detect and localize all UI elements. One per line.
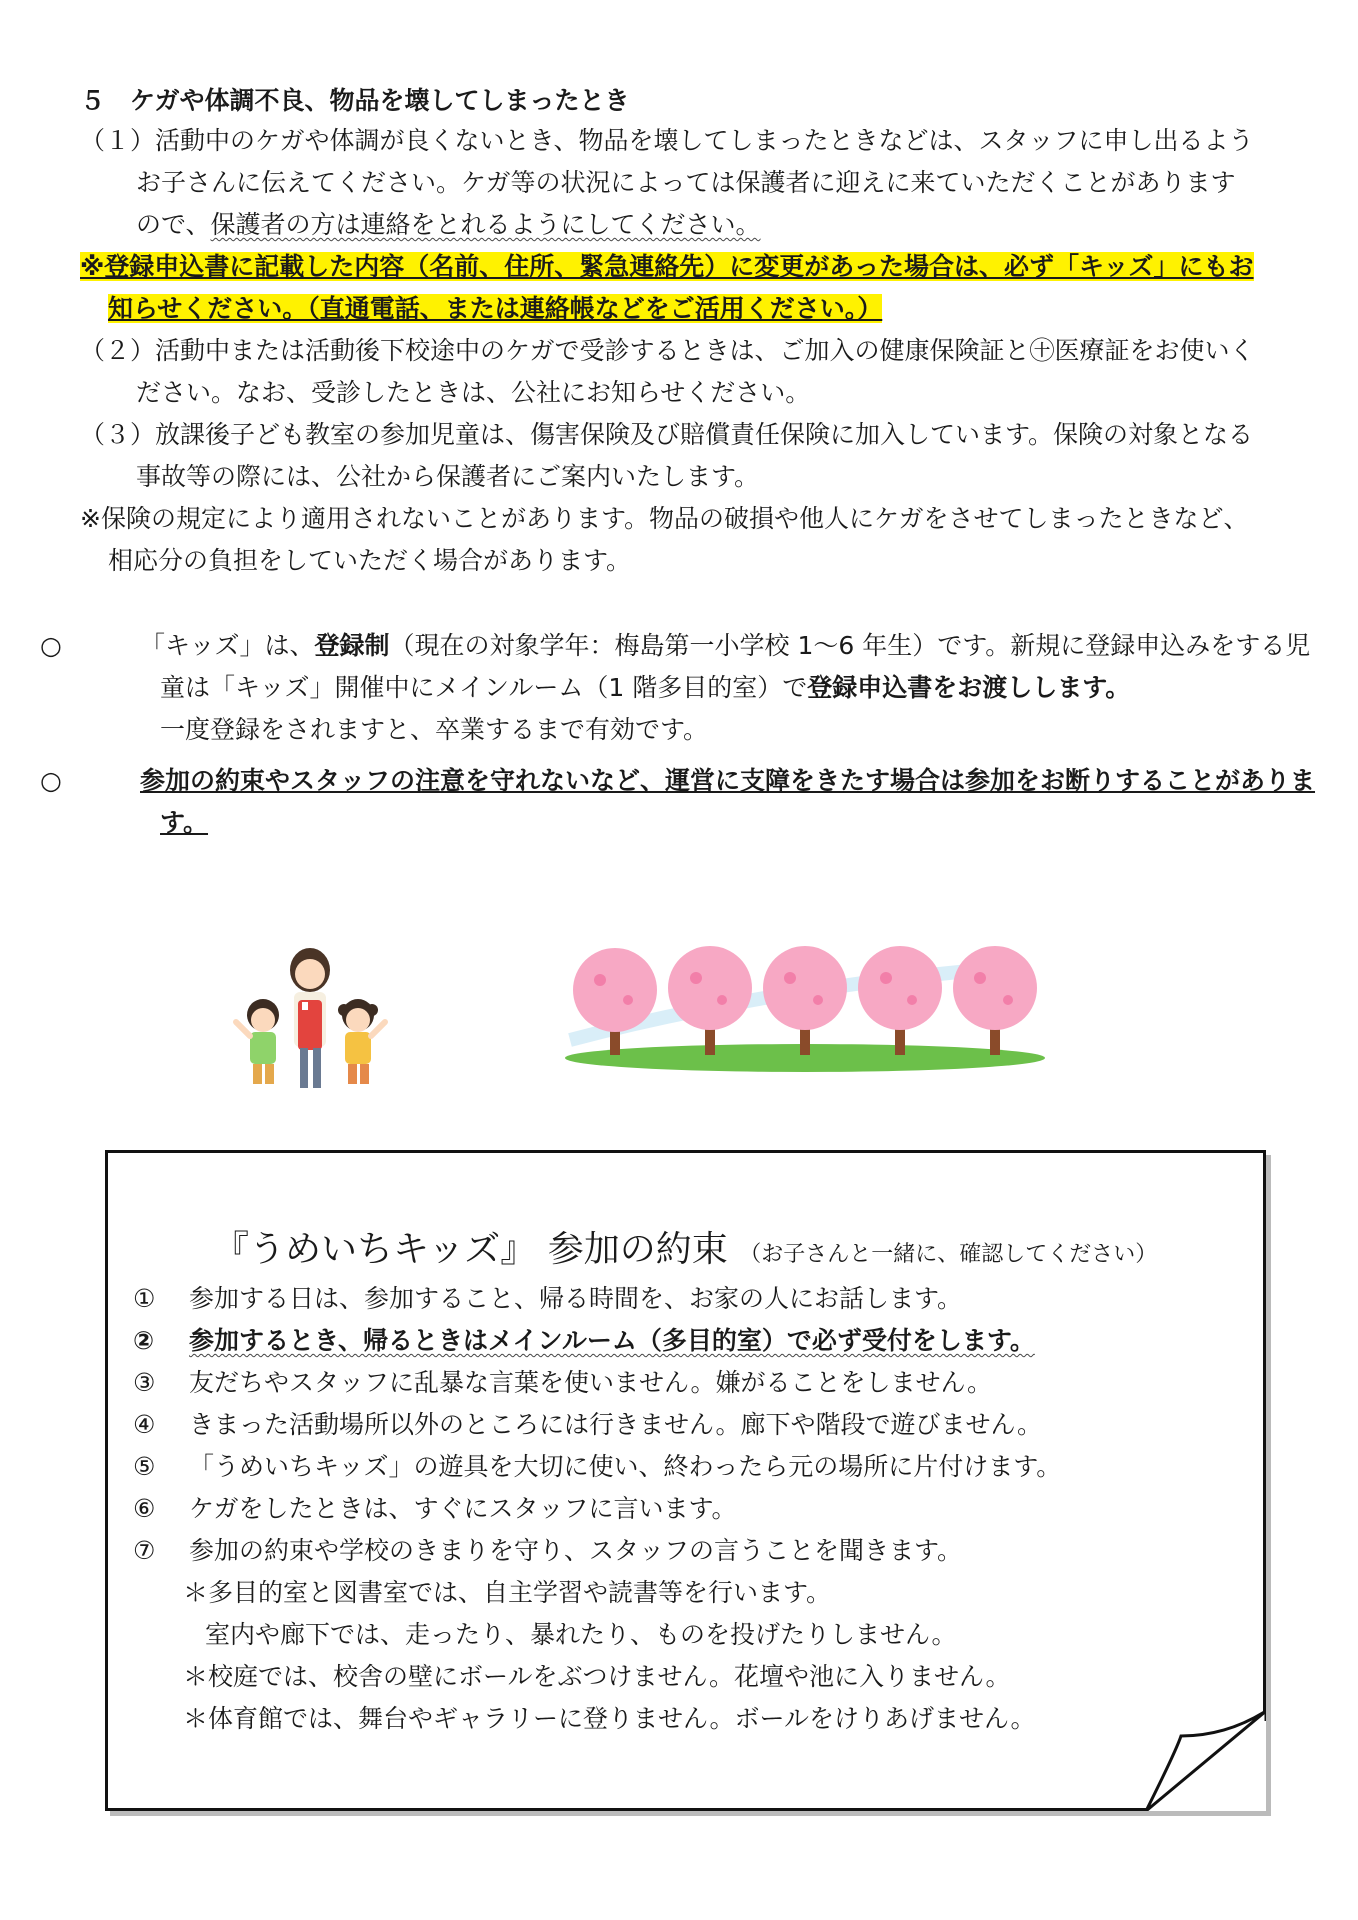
rule-note: 室内や廊下では、走ったり、暴れたり、ものを投げたりしません。 [205, 1620, 957, 1649]
rule-number: ⑥ [133, 1494, 156, 1523]
rule-number: ② [133, 1326, 155, 1355]
registration-text-1: 「キッズ」は、 [140, 631, 315, 660]
paragraph-1 [80, 120, 1260, 246]
registration-info [40, 625, 1320, 751]
registration-text-3: 一度登録をされますと、卒業するまで有効です。 [160, 715, 709, 744]
section-heading: ５ ケガや体調不良、物品を壊してしまったとき [80, 86, 630, 115]
promise-rules [133, 1278, 1061, 1740]
bullet-circle: ○ [40, 631, 62, 660]
rule-text: 参加の約束や学校のきまりを守り、スタッフの言うことを聞きます。 [189, 1536, 963, 1565]
rule-number: ③ [133, 1368, 156, 1397]
cherry-tree [858, 946, 942, 1055]
bullet-circle: ○ [40, 766, 62, 795]
rule-text: 友だちやスタッフに乱暴な言葉を使いません。嫌がることをしません。 [189, 1368, 993, 1397]
rule-item [133, 1446, 1061, 1488]
rule-note: ＊多目的室と図書室では、自主学習や読書等を行います。 [183, 1578, 832, 1607]
rule-text: 参加する日は、参加すること、帰る時間を、お家の人にお話します。 [189, 1284, 963, 1313]
refusal-notice [40, 760, 1320, 844]
paragraph-1-text: （１）活動中のケガや体調が良くないとき、物品を壊してしまったときなどは、スタッフに申し出るようお子さんに伝えてください。ケガ等の状況によっては保護者に迎えに来ていただくことがありますので、 [80, 126, 1254, 239]
rule-text: ケガをしたときは、すぐにスタッフに言います。 [189, 1494, 737, 1523]
cherry-tree [953, 946, 1037, 1055]
refusal-text: 参加の約束やスタッフの注意を守れないなど、運営に支障をきたす場合は参加をお断りすることがあります。 [140, 766, 1316, 837]
rule-text: 「うめいちキッズ」の遊具を大切に使い、終わったら元の場所に片付けます。 [189, 1452, 1062, 1481]
registration-text-2: （現在の対象学年：梅島第一小学校 1～6 年生）です。新規に登録申込みをする児童は「キッズ」開催中にメインルーム（1 階多目的室）で [160, 631, 1311, 702]
cherry-blossom-illustration [560, 930, 1050, 1080]
rule-note: ＊体育館では、舞台やギャラリーに登りません。ボールをけりあげません。 [183, 1704, 1036, 1733]
rule-number: ⑦ [133, 1536, 156, 1565]
rule-item [133, 1278, 1061, 1320]
rule-number: ④ [133, 1410, 156, 1439]
cherry-tree [668, 946, 752, 1055]
promise-box [105, 1150, 1266, 1811]
rule-note: ＊校庭では、校舎の壁にボールをぶつけません。花壇や池に入りません。 [183, 1662, 1011, 1691]
section-body [80, 120, 1260, 582]
promise-subtitle: （お子さんと一緒に、確認してください） [739, 1242, 1158, 1267]
insurance-note: ※保険の規定により適用されないことがあります。物品の破損や他人にケガをさせてしまったときなど、相応分の負担をしていただく場合があります。 [80, 504, 1249, 575]
paragraph-1-emphasis: 保護者の方は連絡をとれるようにしてください。 [210, 210, 761, 239]
highlight-notice-text: ※登録申込書に記載した内容（名前、住所、緊急連絡先）に変更があった場合は、必ず「キッズ」にもお知らせください。（直通電話、または連絡帳などをご活用ください。） [80, 252, 1254, 323]
paragraph-3: （３）放課後子ども教室の参加児童は、傷害保険及び賠償責任保険に加入しています。保険の対象となる事故等の際には、公社から保護者にご案内いたします。 [80, 420, 1254, 491]
staff-children-illustration [228, 940, 393, 1105]
rule-item [133, 1530, 1061, 1572]
promise-title-text: 『うめいちキッズ』 参加の約束 [213, 1229, 728, 1270]
rule-item [133, 1404, 1061, 1446]
rule-text: 参加するとき、帰るときはメインルーム（多目的室）で必ず受付をします。 [189, 1326, 1035, 1355]
rule-number: ① [133, 1284, 156, 1313]
rule-number: ⑤ [133, 1452, 156, 1481]
highlight-notice [80, 246, 1260, 330]
registration-bold-2: 登録申込書をお渡しします。 [807, 673, 1131, 702]
promise-title [213, 1221, 1157, 1272]
rule-item [133, 1362, 1061, 1404]
cherry-tree [763, 946, 847, 1055]
page-curl-icon [1116, 1711, 1266, 1811]
rule-item [133, 1320, 1061, 1362]
rule-item [133, 1488, 1061, 1530]
rule-text: きまった活動場所以外のところには行きません。廊下や階段で遊びません。 [189, 1410, 1043, 1439]
paragraph-2: （２）活動中または活動後下校途中のケガで受診するときは、ご加入の健康保険証と㊉医療証をお使いください。なお、受診したときは、公社にお知らせください。 [80, 336, 1255, 407]
registration-bold-1: 登録制 [314, 631, 390, 660]
